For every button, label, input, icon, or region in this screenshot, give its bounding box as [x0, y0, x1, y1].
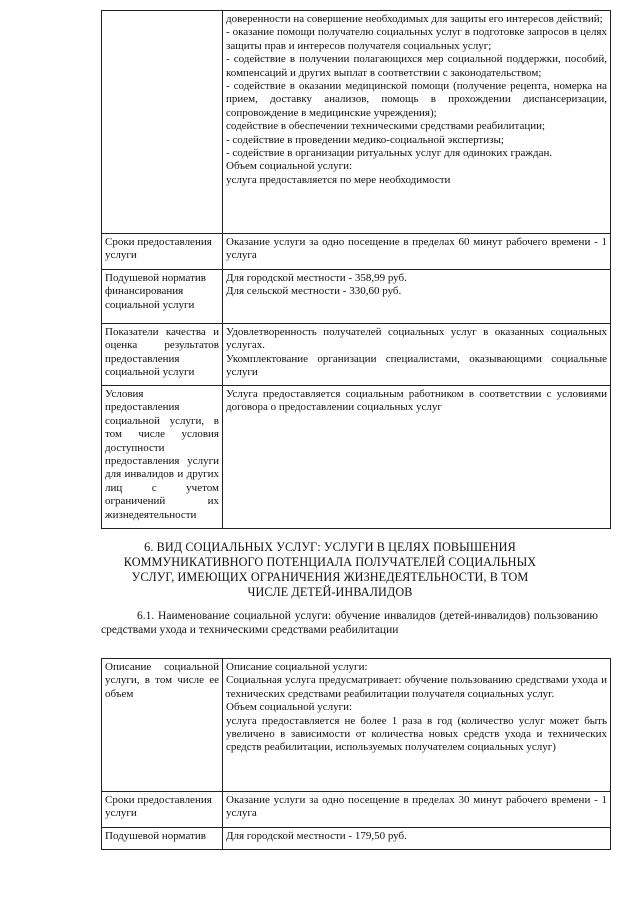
list-line: - содействие в организации ритуальных услуг для одиноких граждан. [226, 147, 553, 160]
row-value [223, 324, 611, 386]
table-row [102, 828, 611, 850]
list-line: - оказание помощи получателю социальных услуг в подготовке запросов в целях защиты прав и интересов получателя социальных услуг; [226, 26, 607, 52]
services-table-continued [101, 10, 611, 529]
value-line: Описание социальной услуги: [226, 661, 368, 673]
table-row [102, 270, 611, 324]
service-name: 6.1. Наименование социальной услуги: обучение инвалидов (детей-инвалидов) пользованию средствами ухода и техническими средствами реабилитации [101, 610, 598, 637]
list-line: - содействие в оказании медицинской помощи (получение рецепта, номерка на прием, доставку анализов, помощь в прохождении диспансеризации, сопровождение в медицинские учреждения); [226, 80, 607, 119]
list-line: - содействие в проведении медико-социальной экспертизы; [226, 133, 504, 146]
value-line: Укомплектование организации специалистами, оказывающими социальные услуги [226, 352, 607, 379]
empty-label-cell [102, 11, 223, 234]
value-line: Социальная услуга предусматривает: обучение пользованию средствами ухода и технических средствами реабилитации получателя социальных услуг. [226, 674, 607, 700]
row-label: Условия предоставления социальной услуги, в том числе условия доступности предоставления услуги для инвалидов и других лиц с учетом ограничений их жизнедеятельности [102, 386, 223, 529]
row-label: Подушевой норматив [102, 828, 223, 850]
services-table [101, 658, 611, 850]
row-label: Сроки предоставления услуги [102, 234, 223, 270]
row-value [223, 659, 611, 792]
table-row [102, 11, 611, 234]
row-label: Подушевой норматив финансирования социальной услуги [102, 270, 223, 324]
section-heading: 6. ВИД СОЦИАЛЬНЫХ УСЛУГ: УСЛУГИ В ЦЕЛЯХ ПОВЫШЕНИЯ КОММУНИКАТИВНОГО ПОТЕНЦИАЛА ПОЛУЧАТЕЛЕЙ СОЦИАЛЬНЫХ УСЛУГ, ИМЕЮЩИХ ОГРАНИЧЕНИЯ ЖИЗНЕДЕЯТЕЛЬНОСТИ, В ТОМ ЧИСЛЕ ДЕТЕЙ-ИНВАЛИДОВ [123, 540, 537, 599]
list-line: услуга предоставляется по мере необходимости [226, 173, 451, 186]
row-label: Сроки предоставления услуги [102, 792, 223, 828]
row-value: Оказание услуги за одно посещение в пределах 60 минут рабочего времени - 1 услуга [223, 234, 611, 270]
row-value [223, 270, 611, 324]
row-value: Для городской местности - 179,50 руб. [223, 828, 611, 850]
list-line: доверенности на совершение необходимых для защиты его интересов действий; [226, 13, 603, 25]
list-line: - содействие в получении полагающихся мер социальной поддержки, пособий, компенсаций и других выплат в соответствии с законодательством; [226, 53, 607, 79]
value-line: Для городской местности - 358,99 руб. [226, 272, 407, 284]
value-line: услуга предоставляется не более 1 раза в год (количество услуг может быть увеличено в зависимости от количества новых средств ухода и технических средств реабилитации, используемых получателем социальных услуг) [226, 714, 607, 754]
value-line: Удовлетворенность получателей социальных услуг в оказанных социальных услугах. [226, 326, 607, 352]
list-line: содействие в обеспечении техническими средствами реабилитации; [226, 120, 546, 133]
row-label: Показатели качества и оценка результатов предоставления социальной услуги [102, 324, 223, 386]
list-line: Объем социальной услуги: [226, 160, 353, 173]
actions-list-cell [223, 11, 611, 234]
table-row [102, 324, 611, 386]
row-value: Оказание услуги за одно посещение в пределах 30 минут рабочего времени - 1 услуга [223, 792, 611, 828]
table-row [102, 386, 611, 529]
row-value: Услуга предоставляется социальным работником в соответствии с условиями договора о предоставлении социальных услуг [223, 386, 611, 529]
value-line: Для сельской местности - 330,60 руб. [226, 285, 402, 298]
table-row [102, 659, 611, 792]
table-row [102, 792, 611, 828]
row-label: Описание социальной услуги, в том числе ее объем [102, 659, 223, 792]
value-line: Объем социальной услуги: [226, 701, 353, 714]
table-row [102, 234, 611, 270]
